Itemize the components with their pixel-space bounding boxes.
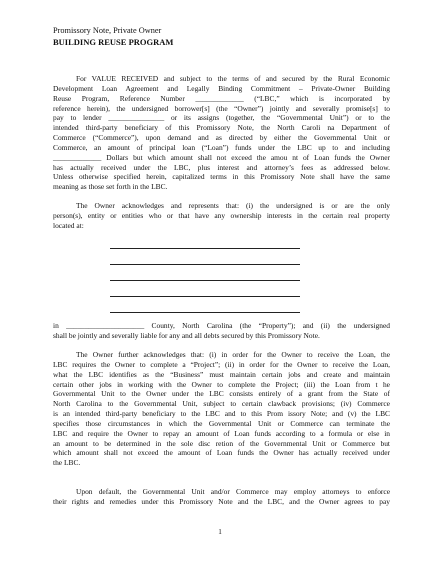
text-line: LBC requires the Owner to complete a “Project”; (ii) in order for the Owner to receive the Loan, — [53, 359, 390, 369]
text-line: Reuse Program, Reference Number _____________ (“LBC,” which is incorporated by — [53, 93, 390, 103]
paragraph-upon-default — [53, 487, 390, 507]
paragraph-further-acknowledges — [53, 350, 390, 468]
paragraph-owner-acknowledges — [53, 201, 390, 231]
document-title: BUILDING REUSE PROGRAM — [53, 37, 174, 47]
text-line: The Owner further acknowledges that: (i) in order for the Owner to receive the Loan, the — [76, 350, 390, 359]
text-line: located at: — [53, 220, 84, 230]
text-line: Commerce (“Commerce”), upon demand and as directed by either the Governmental Unit or — [53, 133, 390, 143]
text-line: which amount shall not exceed the amount of Loan funds the Owner has actually received under — [53, 448, 390, 458]
text-line: person(s), entity or entities who or that have any ownership interests in the certain real property — [53, 210, 390, 220]
text-line: has actually received under the LBC, plus interest and attorney’s fees as addressed below. — [53, 162, 390, 172]
text-line: an amount to be determined in the sole disc retion of the Governmental Unit or Commerce but — [53, 438, 390, 448]
property-address-blank[interactable] — [110, 264, 300, 265]
text-line: Unless otherwise specified herein, capitalized terms in this Promissory Note shall have the same — [53, 172, 390, 182]
text-line: Governmental Unit to the Owner under the LBC consists entirely of a grant from the State of — [53, 389, 390, 399]
text-line: pay to lender _______________ or its assigns (together, the “Governmental Unit”) or to the — [53, 113, 390, 123]
property-address-blank[interactable] — [110, 280, 300, 281]
text-line: the LBC. — [53, 458, 81, 468]
text-line: specifies those circumstances in which the Governmental Unit or Commerce can terminate the — [53, 418, 390, 428]
document-subtitle: Promissory Note, Private Owner — [53, 26, 162, 35]
text-line: Commerce, an amount of principal loan (“Loan”) funds under the LBC up to and including — [53, 142, 390, 152]
page-number: 1 — [218, 528, 222, 536]
text-line: shall be jointly and severally liable for any and all debts secured by this Promissory Note. — [53, 330, 320, 340]
text-line: reference herein), the undersigned borrower[s] (the “Owner”) jointly and severally promise[s] to — [53, 103, 390, 113]
text-line: is an intended third-party beneficiary to the LBC and to this Prom issory Note; and (v) the LBC — [53, 409, 390, 419]
property-address-blank[interactable] — [110, 296, 300, 297]
text-line: LBC and require the Owner to repay an amount of Loan funds according to a formula or else in — [53, 428, 390, 438]
text-line: Development Loan Agreement and Legally Binding Commitment – Private-Owner Building — [53, 83, 390, 93]
text-line: what the LBC identifies as the “Business” must maintain certain jobs and create and maintain — [53, 369, 390, 379]
text-line: North Carolina to the Governmental Unit, subject to certain clawback provisions; (iv) Commerce — [53, 399, 390, 409]
text-line: intended third-party beneficiary of this Promissory Note, the North Caroli na Department of — [53, 123, 390, 133]
text-line: The Owner acknowledges and represents that: (i) the undersigned is or are the only — [76, 201, 390, 210]
text-line: in _____________________ County, North Carolina (the “Property”); and (ii) the undersigned — [53, 321, 390, 330]
text-line: their rights and remedies under this Promissory Note and the LBC, and the Owner agrees to pay — [53, 496, 390, 506]
text-line: Upon default, the Governmental Unit and/or Commerce may employ attorneys to enforce — [76, 487, 390, 496]
property-address-blank[interactable] — [110, 312, 300, 313]
paragraph-county — [53, 321, 390, 341]
text-line: _____________ Dollars but which amount shall not exceed the amou nt of Loan funds the Owner — [53, 152, 390, 162]
text-line: certain other jobs in working with the Owner to complete the Project; (iii) the Loan from t he — [53, 379, 390, 389]
paragraph-value-received — [53, 74, 390, 192]
property-address-blank[interactable] — [110, 248, 300, 249]
text-line: For VALUE RECEIVED and subject to the terms of and secured by the Rural Economic — [76, 74, 390, 83]
text-line: meaning as those set forth in the LBC. — [53, 182, 168, 192]
